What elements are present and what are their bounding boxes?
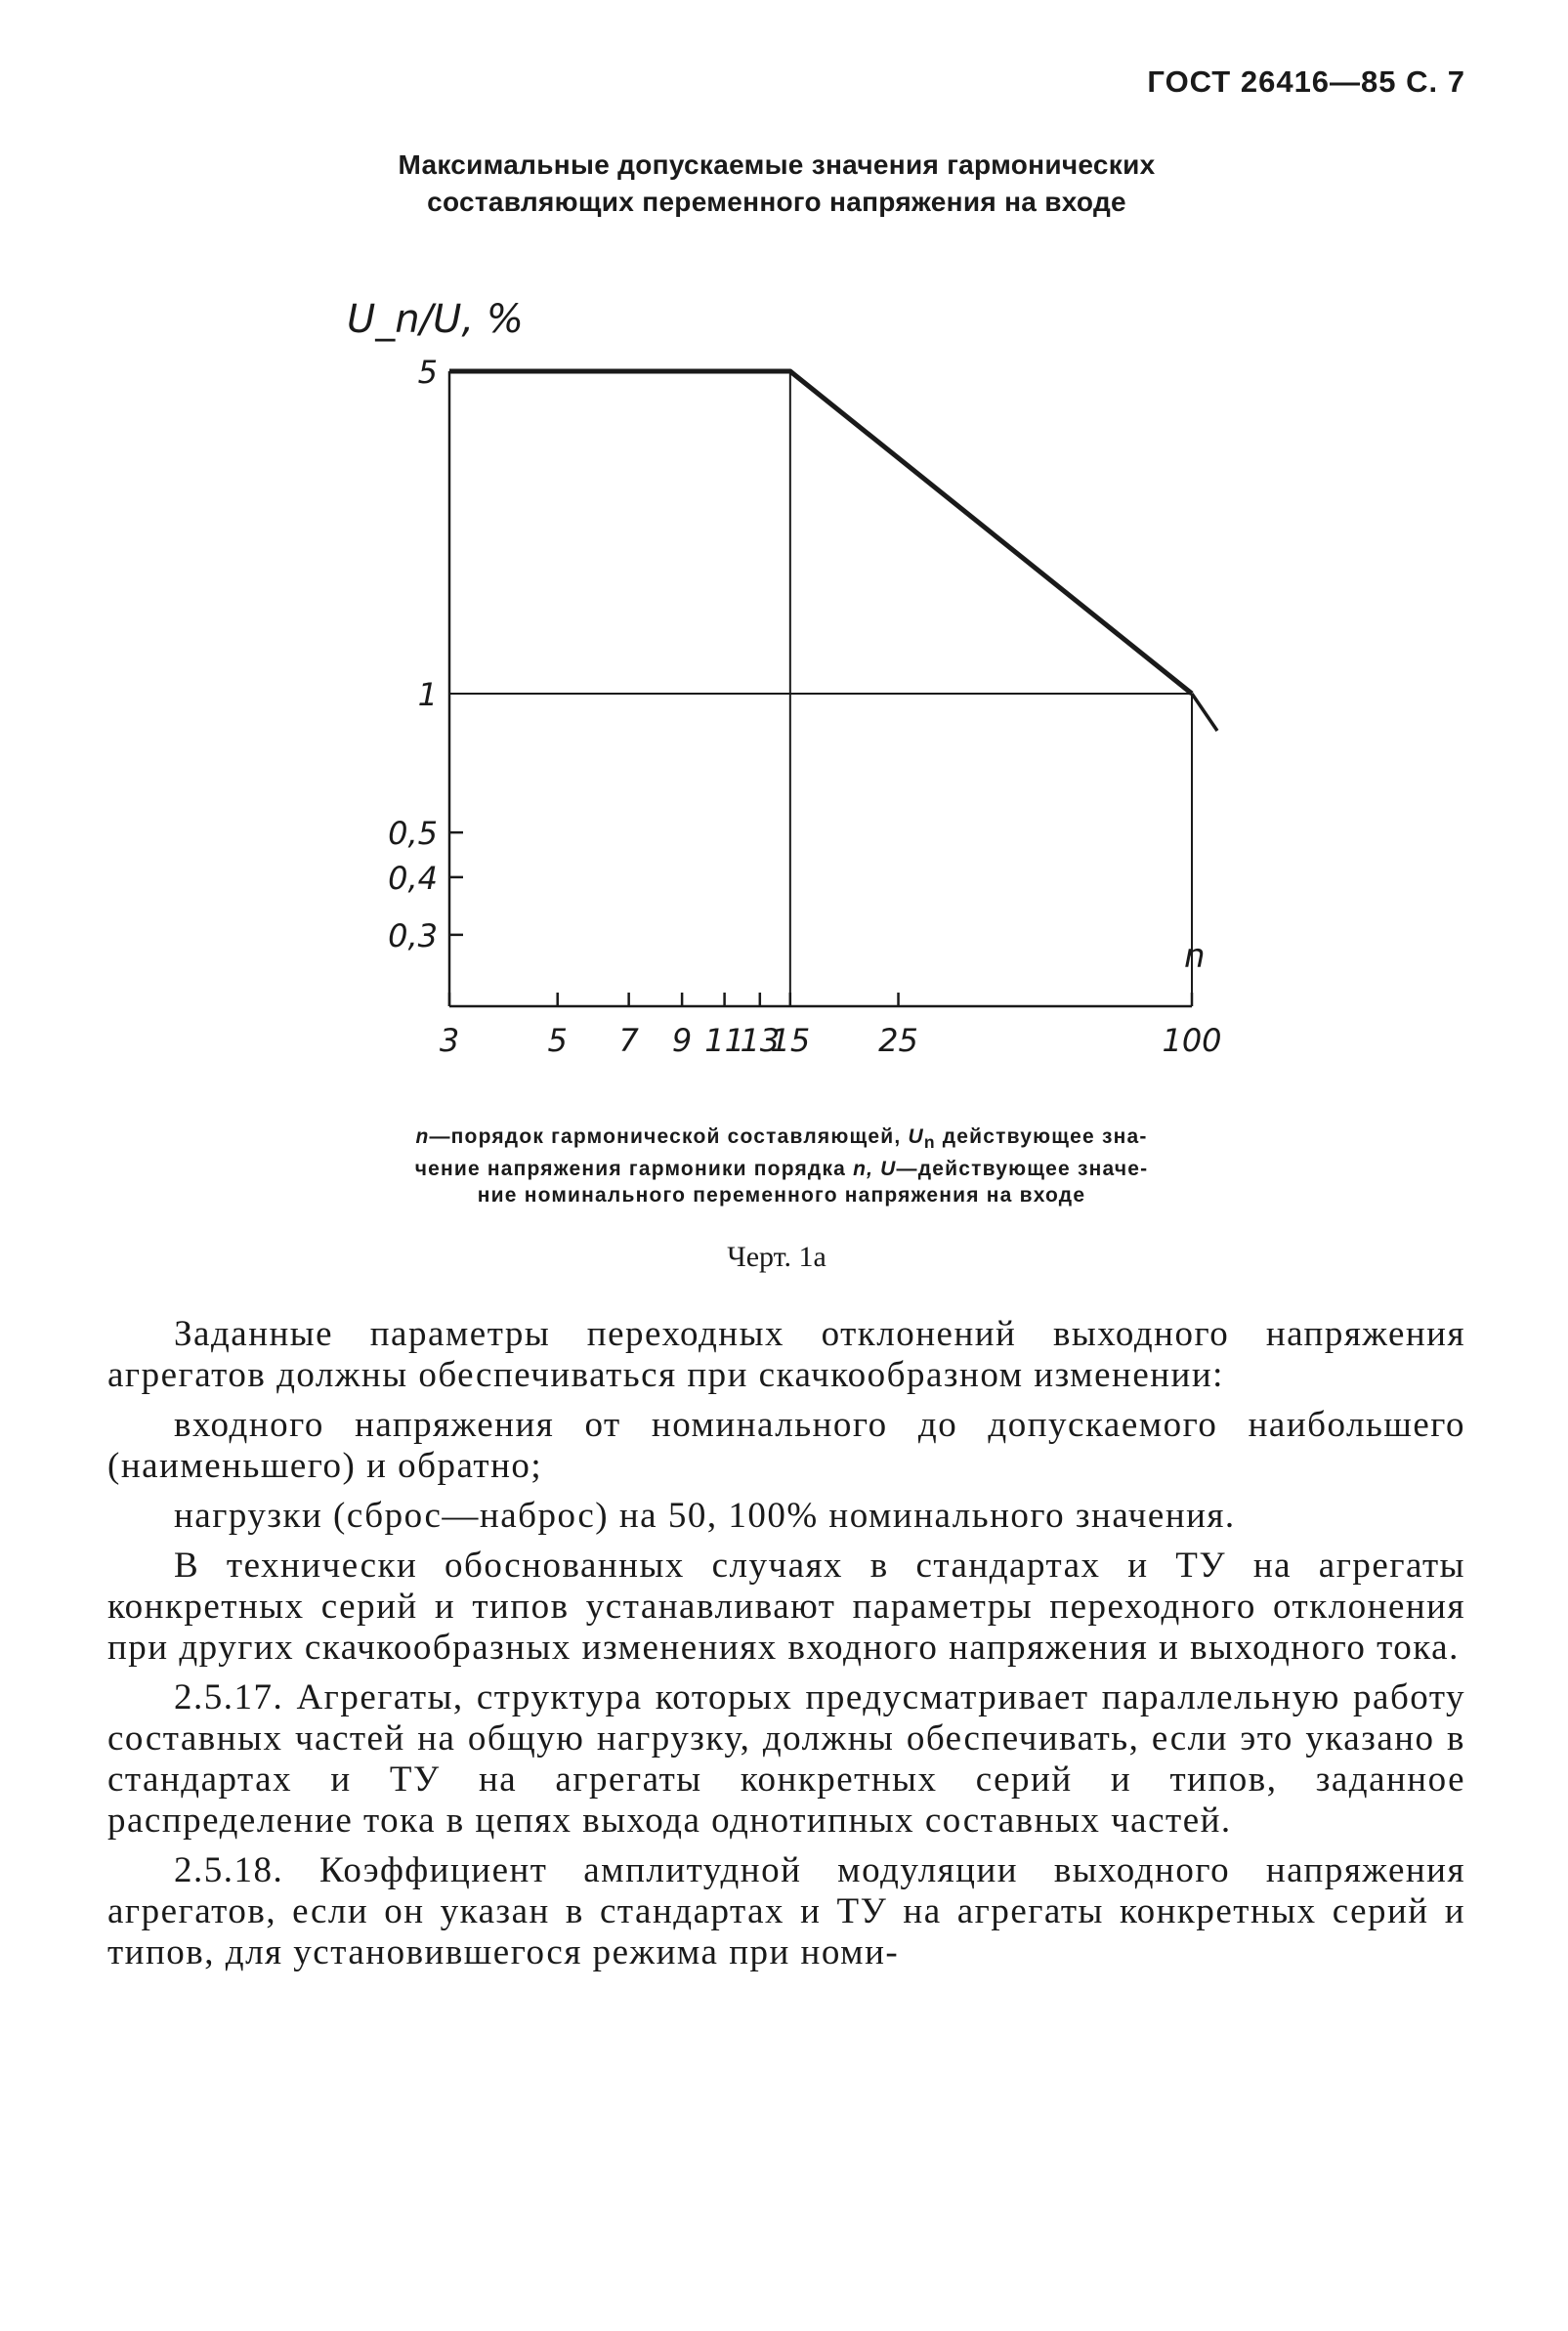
y-tick-label: 1 bbox=[417, 676, 438, 713]
caption-line-1 bbox=[313, 1123, 1250, 1156]
body-text bbox=[107, 1314, 1465, 1982]
x-tick-label: 5 bbox=[547, 1022, 568, 1059]
x-tick-label: 11 bbox=[704, 1022, 744, 1059]
x-axis-label: n bbox=[1184, 937, 1206, 976]
running-header: ГОСТ 26416—85 С. 7 bbox=[1147, 64, 1465, 99]
paragraph-1: Заданные параметры переходных отклонений выходного напряжения агрегатов должны обеспечиваться при скачкообразном изменении: bbox=[107, 1314, 1465, 1395]
caption-text-2: действующее зна- bbox=[935, 1125, 1148, 1148]
y-axis-label: U_n/U, % bbox=[347, 297, 524, 342]
caption-n-symbol-2: n, bbox=[853, 1158, 874, 1181]
x-tick-label: 25 bbox=[878, 1022, 918, 1059]
paragraph-2: входного напряжения от номинального до допускаемого наибольшего (наименьшего) и обратно; bbox=[107, 1405, 1465, 1486]
figure-title-line-2: составляющих переменного напряжения на входе bbox=[427, 187, 1126, 217]
x-tick-label: 100 bbox=[1162, 1022, 1222, 1059]
x-tick-label: 7 bbox=[618, 1022, 639, 1059]
caption-line-3: ние номинального переменного напряжения на входе bbox=[477, 1184, 1086, 1208]
y-tick-label: 0,3 bbox=[388, 916, 438, 954]
caption-text-1: —порядок гармонической составляющей, bbox=[429, 1125, 902, 1148]
y-tick-label: 0,5 bbox=[388, 815, 438, 853]
x-tick-label: 13 bbox=[740, 1022, 781, 1059]
caption-text-4: —действующее значе- bbox=[896, 1158, 1149, 1181]
paragraph-6: 2.5.18. Коэффициент амплитудной модуляции выходного напряжения агрегатов, если он указан в стандартах и ТУ на агрегаты конкретных серий и типов, для установившегося режима при номи- bbox=[107, 1850, 1465, 1972]
caption-n-symbol: n bbox=[415, 1125, 430, 1148]
harmonics-chart bbox=[322, 278, 1241, 1080]
caption-u-subscript: n bbox=[923, 1132, 936, 1153]
figure-title-line-1: Максимальные допускаемые значения гармонических bbox=[398, 149, 1156, 180]
x-tick-label: 9 bbox=[671, 1022, 693, 1059]
caption-u-symbol-2: U bbox=[873, 1158, 897, 1181]
y-tick-label: 5 bbox=[417, 354, 438, 391]
caption-text-3: чение напряжения гармоники порядка bbox=[414, 1158, 854, 1181]
limit-series-continuation bbox=[1192, 694, 1217, 731]
limit-series-line bbox=[449, 371, 1192, 694]
paragraph-4: В технически обоснованных случаях в стандартах и ТУ на агрегаты конкретных серий и типов устанавливают параметры переходного отклонения при других скачкообразных изменениях входного напряжения и выходного тока. bbox=[107, 1546, 1465, 1668]
y-tick-label: 0,4 bbox=[388, 859, 438, 897]
caption-line-2 bbox=[313, 1156, 1250, 1182]
paragraph-5: 2.5.17. Агрегаты, структура которых предусматривает параллельную работу составных частей на общую нагрузку, должны обеспечивать, если это указано в стандартах и ТУ на агрегаты конкретных серий и типов, заданное распределение тока в цепях выхода однотипных составных частей. bbox=[107, 1677, 1465, 1841]
figure-caption bbox=[313, 1123, 1250, 1208]
paragraph-3: нагрузки (сброс—наброс) на 50, 100% номинального значения. bbox=[174, 1496, 1236, 1536]
figure-label: Черт. 1а bbox=[727, 1241, 826, 1273]
x-tick-label: 3 bbox=[439, 1022, 460, 1059]
caption-u-symbol: U bbox=[908, 1125, 924, 1148]
figure-title bbox=[322, 147, 1231, 221]
x-tick-label: 15 bbox=[770, 1022, 811, 1059]
